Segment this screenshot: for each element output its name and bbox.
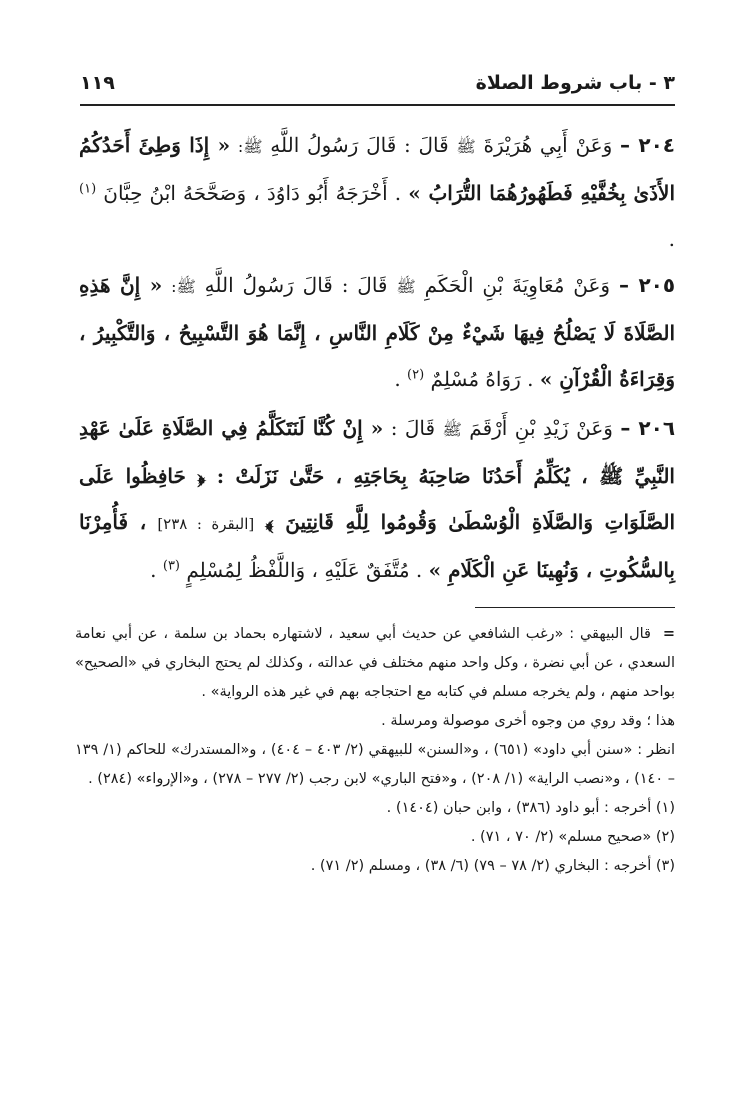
footnote-ref: (١) bbox=[79, 181, 97, 197]
honorific-symbol: ﷺ bbox=[456, 137, 476, 156]
footnotes bbox=[75, 620, 675, 881]
footnote-ref: (٣) bbox=[162, 558, 180, 574]
continuation-marker: = bbox=[662, 626, 675, 642]
hadith-text-continued: ، فَأُمِرْنَا بِالسُّكُوتِ ، وَنُهِينَا عَنِ الْكَلَامِ » bbox=[79, 510, 675, 582]
prophet-honorific: ﷺ: bbox=[237, 137, 263, 156]
footnote-text: قال البيهقي : «رغب الشافعي عن حديث أبي سعيد ، لاشتهاره بحماد بن سلمة ، عن أبي نعامة السعدي ، عن أبي نضرة ، وكل واحد منهم مختلف في عدالته ، وكذلك لم يحتج البخاري في «الصحيح» بواحد منهم ، ولم يخرجه مسلم في كتابه مع احتجاجه بهم في غير هذه الرواية» . bbox=[75, 626, 675, 700]
hadith-narrator: وَعَنْ أَبِي هُرَيْرَةَ bbox=[483, 133, 613, 157]
hadith-text: « إِنَّ هَذِهِ الصَّلَاةَ لَا يَصْلُحُ فِيهَا شَيْءٌ مِنْ كَلَامِ النَّاسِ ، إِنَّمَا هُوَ التَّسْبِيحُ ، وَالتَّكْبِيرُ ، وَقِرَاءَةُ الْقُرْآنِ » bbox=[79, 273, 675, 391]
page-header bbox=[80, 70, 675, 102]
hadith-said: قَالَ : قَالَ رَسُولُ اللَّهِ bbox=[270, 133, 449, 157]
hadith-end: . bbox=[394, 367, 401, 391]
footnote-divider bbox=[475, 607, 675, 608]
hadith-206 bbox=[79, 405, 675, 593]
hadith-source: . مُتَّفَقٌ عَلَيْهِ ، وَاللَّفْظُ لِمُسْلِمٍ bbox=[186, 558, 423, 582]
quran-reference: [البقرة : ٢٣٨] bbox=[157, 515, 255, 533]
hadith-number: ٢٠٦ – bbox=[620, 416, 676, 440]
footnote-line: انظر : «سنن أبي داود» (٦٥١) ، و«السنن» للبيهقي (٢/ ٤٠٣ – ٤٠٤) ، و«المستدرك» للحاكم (١/ ١٣٩ – ١٤٠) ، و«نصب الراية» (١/ ٢٠٨) ، و«فتح الباري» لابن رجب (٢/ ٢٧٧ – ٢٧٨) ، و«الإرواء» (٢٨٤) . bbox=[75, 742, 676, 787]
honorific-symbol: ﷺ bbox=[396, 277, 416, 296]
hadith-text: « إِذَا وَطِئَ أَحَدُكُمُ الأَذَىٰ بِخُفَّيْهِ فَطَهُورُهُمَا التُّرَابُ » bbox=[79, 133, 675, 205]
footnote-line: هذا ؛ وقد روي من وجوه أخرى موصولة ومرسلة . bbox=[381, 713, 675, 729]
chapter-title: ٣ - باب شروط الصلاة bbox=[475, 72, 675, 94]
footnote-1: (١) أخرجه : أبو داود (٣٨٦) ، وابن حبان (١٤٠٤) . bbox=[386, 800, 675, 816]
header-divider bbox=[80, 104, 675, 106]
hadith-number: ٢٠٤ – bbox=[620, 133, 675, 157]
hadith-number: ٢٠٥ – bbox=[618, 273, 676, 297]
footnote-continuation bbox=[75, 620, 675, 707]
footnote-2: (٢) «صحيح مسلم» (٢/ ٧٠ ، ٧١) . bbox=[470, 829, 675, 845]
prophet-honorific: ﷺ: bbox=[171, 277, 196, 296]
hadith-text: « إِنْ كُنَّا لَنَتَكَلَّمُ فِي الصَّلَاةِ عَلَىٰ عَهْدِ النَّبِيِّ ﷺ ، يُكَلِّمُ أَحَدُنَا صَاحِبَهُ بِحَاجَتِهِ ، حَتَّىٰ نَزَلَتْ : ﴿ حَافِظُوا عَلَى الصَّلَوَاتِ وَالصَّلَاةِ الْوُسْطَىٰ وَقُومُوا لِلَّهِ قَانِتِينَ ﴾ bbox=[79, 416, 676, 534]
hadith-source: . رَوَاهُ مُسْلِمٌ bbox=[430, 367, 534, 391]
footnote-3: (٣) أخرجه : البخاري (٢/ ٧٨ – ٧٩) (٦/ ٣٨) ، ومسلم (٢/ ٧١) . bbox=[310, 858, 675, 874]
footnote-ref: (٢) bbox=[407, 367, 425, 383]
page-number: ١١٩ bbox=[80, 72, 115, 94]
hadith-205 bbox=[79, 262, 675, 402]
hadith-end: . bbox=[668, 227, 675, 251]
hadith-said: قَالَ : قَالَ رَسُولُ اللَّهِ bbox=[204, 273, 388, 297]
hadith-204 bbox=[79, 122, 675, 262]
hadith-narrator: وَعَنْ زَيْدِ بْنِ أَرْقَمَ bbox=[469, 416, 613, 440]
hadith-narrator: وَعَنْ مُعَاوِيَةَ بْنِ الْحَكَمِ bbox=[424, 273, 611, 297]
honorific-symbol: ﷺ bbox=[442, 420, 462, 439]
hadith-said: قَالَ : bbox=[390, 416, 436, 440]
hadith-end: . bbox=[150, 558, 157, 582]
hadith-source: . أَخْرَجَهُ أَبُو دَاوُدَ ، وَصَحَّحَهُ ابْنُ حِبَّانَ bbox=[103, 181, 402, 205]
